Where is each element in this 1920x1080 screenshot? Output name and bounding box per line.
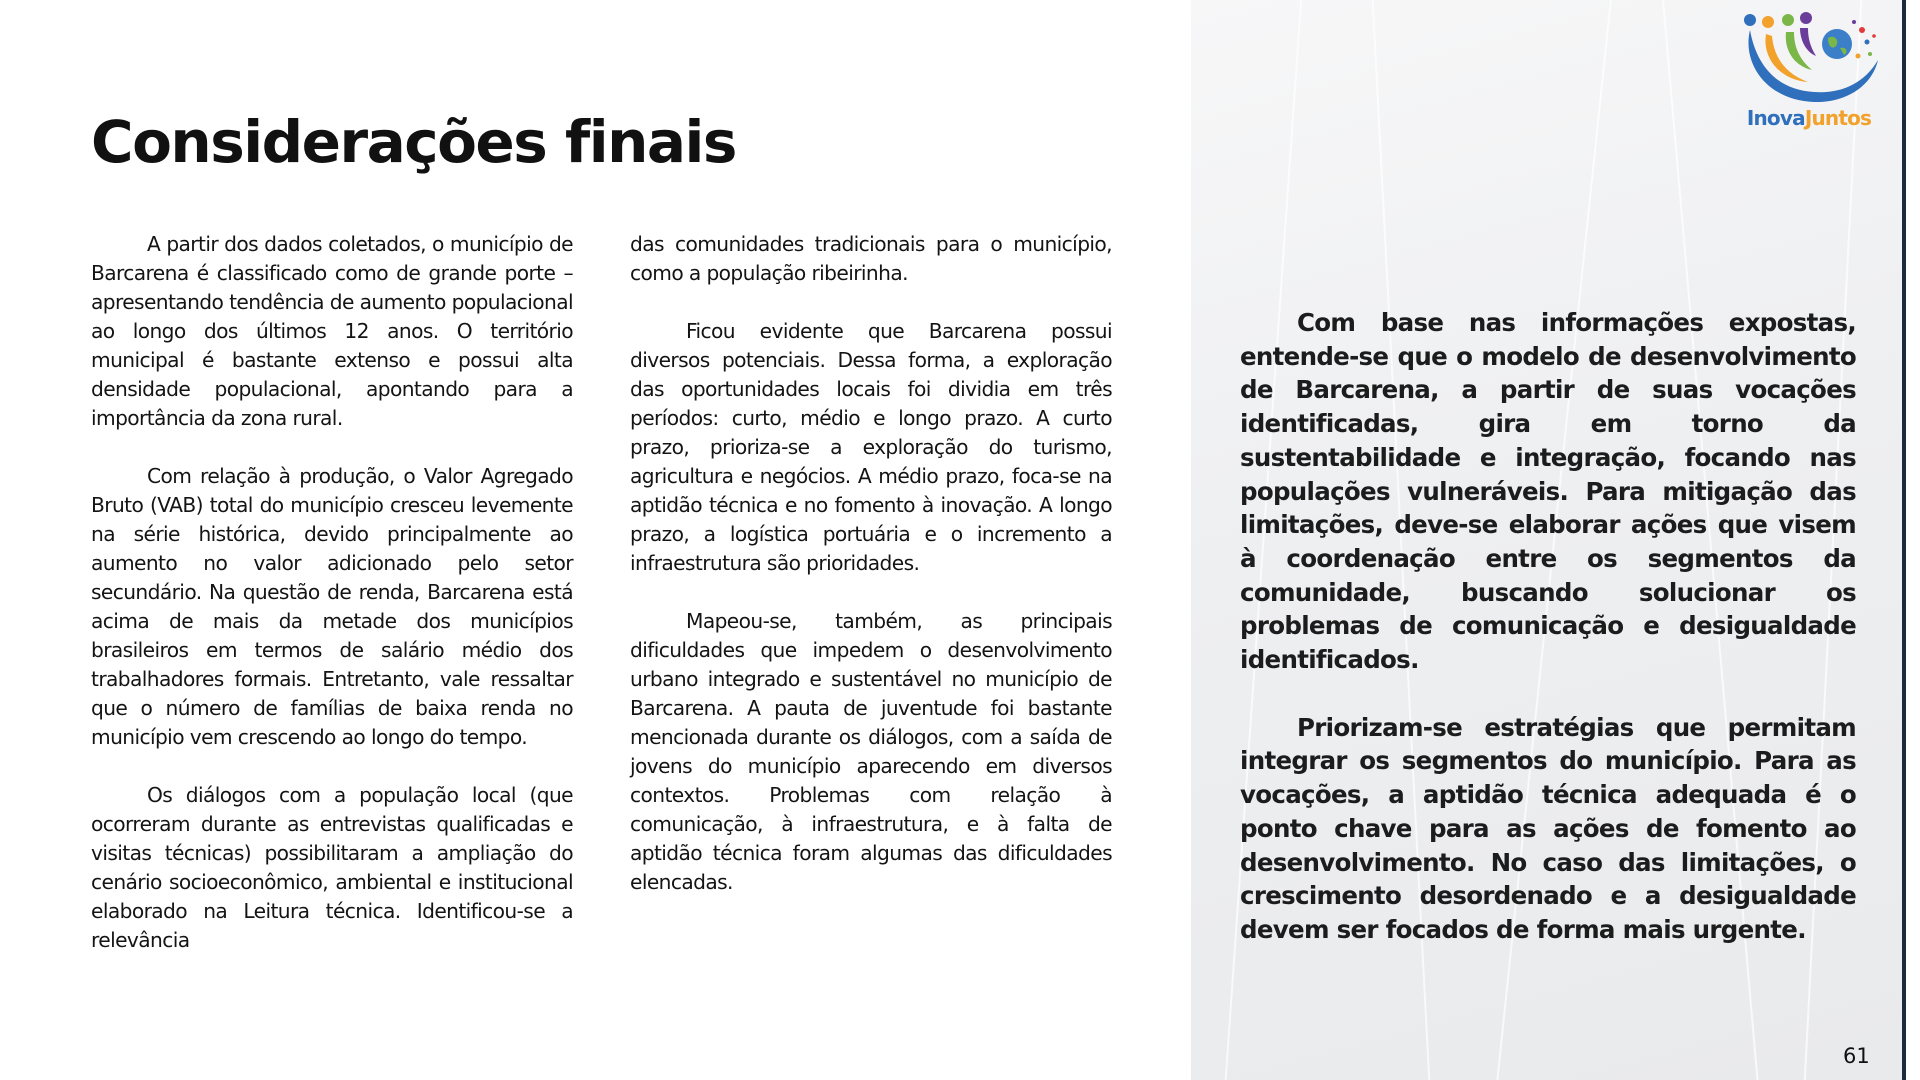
- paragraph-potentials: Ficou evidente que Barcarena possui diversos potenciais. Dessa forma, a exploração das oportunidades locais foi dividia em três períodos: curto, médio e longo prazo. A curto prazo, prioriza-se a exploração do turismo, agricultura e negócios. A médio prazo, foca-se na aptidão técnica e no fomento à inovação. A longo prazo, a logística portuária e o incremento a infraestrutura são prioridades.: [630, 319, 1112, 575]
- text-column-right: [630, 230, 1112, 926]
- paragraph-difficulties: Mapeou-se, também, as principais dificuldades que impedem o desenvolvimento urbano integrado e sustentável no município de Barcarena. A pauta de juventude foi bastante mencionada durante os diálogos, com a saída de jovens do município aparecendo em diversos contextos. Problemas com relação à comunicação, à infraestrutura, e à falta de aptidão técnica foram algumas das dificuldades elencadas.: [630, 609, 1112, 894]
- page-number: 61: [1843, 1044, 1870, 1068]
- paragraph-demographics: A partir dos dados coletados, o município de Barcarena é classificado como de grande porte – apresentando tendência de aumento populacional ao longo dos últimos 12 anos. O território municipal é bastante extenso e possui alta densidade populacional, apontando para a importância da zona rural.: [91, 232, 573, 430]
- inovajuntos-logo: [1736, 8, 1882, 134]
- summary-paragraph-strategies: Priorizam-se estratégias que permitam integrar os segmentos do município. Para as vocações, a aptidão técnica adequada é o ponto chave para as ações de fomento ao desenvolvimento. No caso das limitações, o crescimento desordenado e a desigualdade devem ser focados de forma mais urgente.: [1240, 712, 1856, 944]
- paragraph-dialogues: Os diálogos com a população local (que ocorreram durante as entrevistas qualificadas e visitas técnicas) possibilitaram a ampliação do cenário socioeconômico, ambiental e institucional elaborado na Leitura técnica. Identificou-se a relevância: [91, 783, 573, 952]
- page-title: Considerações finais: [91, 108, 736, 176]
- logo-wordmark: InovaJuntos: [1746, 106, 1872, 130]
- text-column-left: [91, 230, 573, 984]
- summary-text: [1240, 306, 1856, 981]
- summary-paragraph-development-model: Com base nas informações expostas, entende-se que o modelo de desenvolvimento de Barcarena, a partir de suas vocações identificadas, gira em torno da sustentabilidade e integração, focando nas populações vulneráveis. Para mitigação das limitações, deve-se elaborar ações que visem à coordenação entre os segmentos da comunidade, buscando solucionar os problemas de comunicação e desigualdade identificados.: [1240, 308, 1856, 675]
- logo-mark-icon: [1736, 8, 1882, 108]
- paragraph-continuation: das comunidades tradicionais para o município, como a população ribeirinha.: [630, 232, 1112, 285]
- panel-edge-divider: [1902, 0, 1920, 1080]
- paragraph-production-income: Com relação à produção, o Valor Agregado Bruto (VAB) total do município cresceu levemente na série histórica, devido principalmente ao aumento no valor adicionado pelo setor secundário. Na questão de renda, Barcarena está acima de mais da metade dos municípios brasileiros em termos de salário médio dos trabalhadores formais. Entretanto, vale ressaltar que o número de famílias de baixa renda no município vem crescendo ao longo do tempo.: [91, 464, 573, 749]
